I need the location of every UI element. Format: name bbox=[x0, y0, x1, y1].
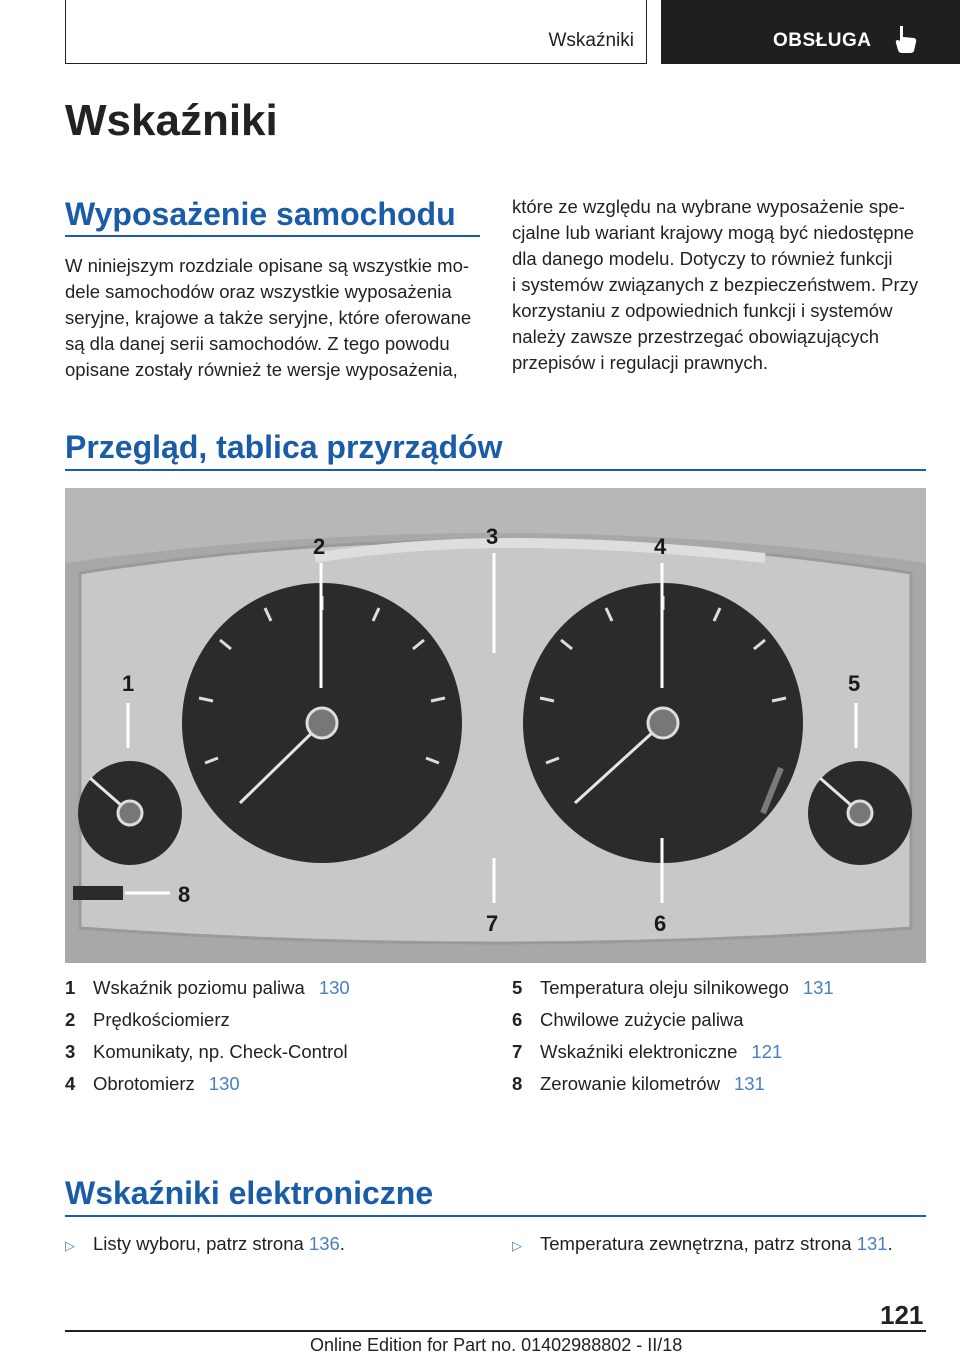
callout-4: 4 bbox=[654, 534, 667, 559]
section-rule bbox=[65, 469, 926, 471]
section-rule bbox=[65, 1215, 926, 1217]
legend-item: 8 Zerowanie kilometrów 131 bbox=[512, 1073, 765, 1094]
bullet-item: ▷ Listy wyboru, patrz strona 136. bbox=[65, 1233, 345, 1254]
triangle-bullet-icon: ▷ bbox=[65, 1238, 75, 1253]
header-chapter-tab[interactable] bbox=[661, 0, 960, 64]
header-chapter-title: OBSŁUGA bbox=[773, 30, 872, 51]
callout-3: 3 bbox=[486, 524, 499, 549]
callout-2: 2 bbox=[313, 534, 326, 559]
page-title: Wskaźniki bbox=[65, 96, 278, 145]
section-rule bbox=[65, 235, 480, 237]
callout-8: 8 bbox=[178, 882, 191, 907]
legend-left bbox=[65, 972, 350, 1100]
callout-6: 6 bbox=[654, 911, 667, 936]
section-heading-equipment: Wyposażenie samochodu bbox=[65, 196, 456, 232]
legend-item: 5 Temperatura oleju silnikowego 131 bbox=[512, 977, 834, 998]
legend-right bbox=[512, 972, 834, 1100]
legend-item: 7 Wskaźniki elektroniczne 121 bbox=[512, 1041, 783, 1062]
legend-item: 2 Prędkościomierz bbox=[65, 1009, 230, 1030]
page-ref-link[interactable]: 131 bbox=[802, 977, 834, 998]
legend-item: 1 Wskaźnik poziomu paliwa 130 bbox=[65, 977, 350, 998]
page-ref-link[interactable]: 121 bbox=[751, 1041, 783, 1062]
footer-text: Online Edition for Part no. 01402988802 - II/18 bbox=[310, 1335, 683, 1355]
callout-5: 5 bbox=[848, 671, 861, 696]
legend-item: 3 Komunikaty, np. Check-Control bbox=[65, 1041, 348, 1062]
page-number: 121 bbox=[880, 1300, 924, 1330]
equipment-text-col2: które ze względu na wybrane wyposażenie spe- cjalne lub wariant krajowy mogą być niedostępne dla danego modelu. Dotyczy to również funkcji i systemów związanych z bezpieczeństwem. Przy korzystaniu z odpowiednich funkcji i systemów należy zawsze przestrzegać obowiązujących przepisów i regulacji prawnych. bbox=[512, 196, 919, 373]
bullet-item: ▷ Temperatura zewnętrzna, patrz strona 131. bbox=[512, 1233, 893, 1254]
callout-7: 7 bbox=[486, 911, 499, 936]
pointing-hand-icon bbox=[893, 24, 919, 54]
footer-rule bbox=[65, 1330, 926, 1332]
instrument-cluster-illustration bbox=[65, 488, 926, 963]
legend-item: 4 Obrotomierz 130 bbox=[65, 1073, 240, 1094]
page-ref-link[interactable]: 130 bbox=[318, 977, 350, 998]
page-ref-link[interactable]: 136 bbox=[308, 1233, 340, 1254]
section-heading-electronic: Wskaźniki elektroniczne bbox=[65, 1175, 434, 1211]
page-ref-link[interactable]: 131 bbox=[733, 1073, 765, 1094]
equipment-text-col1: W niniejszym rozdziale opisane są wszystkie mo- dele samochodów oraz wszystkie wyposażenia seryjne, krajowe a także seryjne, które oferowane są dla danej serii samochodów. Z tego powodu opisane zostały również te wersje wyposażenia, bbox=[65, 255, 472, 380]
section-heading-overview: Przegląd, tablica przyrządów bbox=[65, 429, 503, 465]
triangle-bullet-icon: ▷ bbox=[512, 1238, 522, 1253]
header-section-box bbox=[65, 0, 647, 64]
callout-1: 1 bbox=[122, 671, 135, 696]
header-section-title: Wskaźniki bbox=[548, 30, 634, 51]
legend-item: 6 Chwilowe zużycie paliwa bbox=[512, 1009, 744, 1030]
page-ref-link[interactable]: 131 bbox=[856, 1233, 888, 1254]
page-ref-link[interactable]: 130 bbox=[208, 1073, 240, 1094]
